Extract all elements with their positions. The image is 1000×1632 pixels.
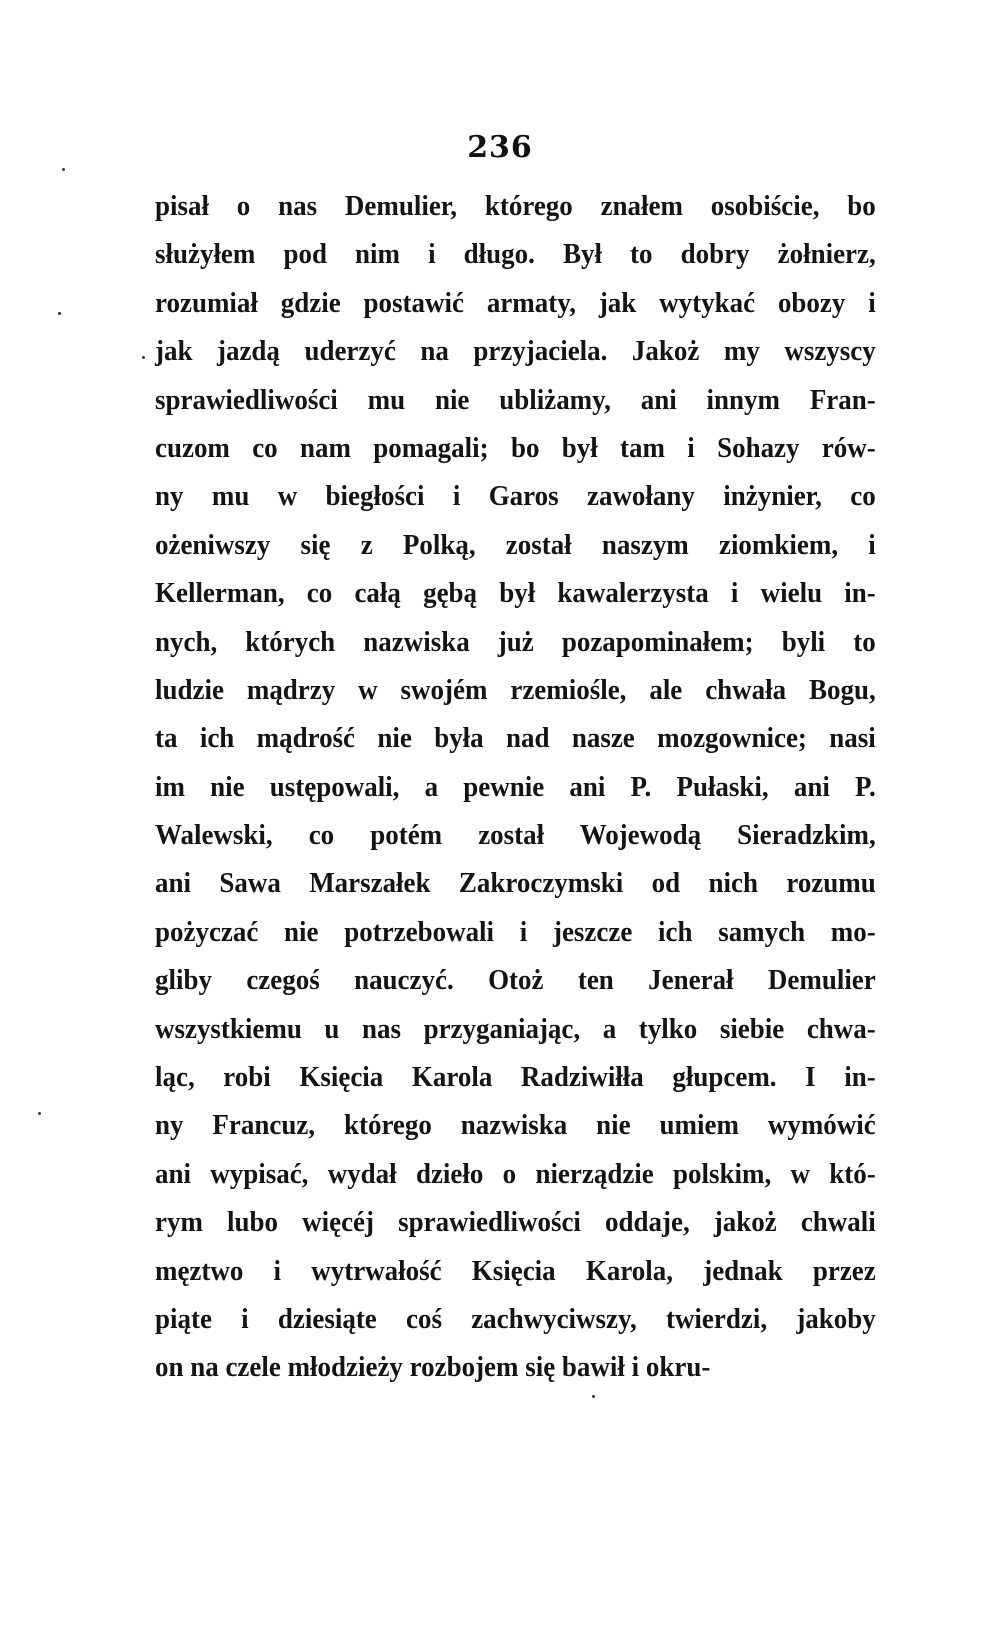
text-line: piąte i dziesiąte coś zachwyciwszy, twierdzi, jakoby xyxy=(155,1302,876,1335)
print-speck xyxy=(142,356,145,359)
text-line: ani wypisać, wydał dzieło o nierządzie polskim, w któ- xyxy=(155,1157,876,1190)
print-speck xyxy=(58,312,61,315)
text-line: ludzie mądrzy w swojém rzemiośle, ale chwała Bogu, xyxy=(155,673,876,706)
text-line: jak jazdą uderzyć na przyjaciela. Jakoż my wszyscy xyxy=(155,335,876,368)
text-line: Kellerman, co całą gębą był kawalerzysta i wielu in- xyxy=(155,577,876,610)
text-line: męztwo i wytrwałość Księcia Karola, jednak przez xyxy=(155,1254,876,1287)
text-line: ani Sawa Marszałek Zakroczymski od nich rozumu xyxy=(155,867,876,900)
text-line: cuzom co nam pomagali; bo był tam i Sohazy rów- xyxy=(155,431,876,464)
text-line: pożyczać nie potrzebowali i jeszcze ich samych mo- xyxy=(155,915,876,948)
text-line: ny Francuz, którego nazwiska nie umiem wymówić xyxy=(155,1109,876,1142)
print-speck xyxy=(38,1112,41,1115)
text-line: ląc, robi Księcia Karola Radziwiłła głupcem. I in- xyxy=(155,1061,876,1094)
text-line: ożeniwszy się z Polką, został naszym ziomkiem, i xyxy=(155,528,876,561)
text-line: wszystkiemu u nas przyganiając, a tylko siebie chwa- xyxy=(155,1012,876,1045)
text-line: rym lubo więcéj sprawiedliwości oddaje, jakoż chwali xyxy=(155,1206,876,1239)
text-line: służyłem pod nim i długo. Był to dobry żołnierz, xyxy=(155,238,876,271)
text-line: ny mu w biegłości i Garos zawołany inżynier, co xyxy=(155,480,876,513)
body-text xyxy=(155,182,875,1392)
text-line: on na czele młodzieży rozbojem się bawił i okru- xyxy=(155,1351,711,1384)
text-line: pisał o nas Demulier, którego znałem osobiście, bo xyxy=(155,190,876,222)
page-number: 236 xyxy=(467,130,533,165)
print-speck xyxy=(62,168,65,171)
text-line: ta ich mądrość nie była nad nasze mozgownice; nasi xyxy=(155,722,876,755)
text-line: rozumiał gdzie postawić armaty, jak wytykać obozy i xyxy=(155,286,876,319)
text-line: nych, których nazwiska już pozapominałem; byli to xyxy=(155,625,876,658)
text-line: Walewski, co potém został Wojewodą Sieradzkim, xyxy=(155,819,876,852)
print-speck xyxy=(592,1395,595,1398)
text-line: gliby czegoś nauczyć. Otoż ten Jenerał Demulier xyxy=(155,964,876,997)
text-line: im nie ustępowali, a pewnie ani P. Pułaski, ani P. xyxy=(155,770,876,803)
text-line: sprawiedliwości mu nie ubliżamy, ani innym Fran- xyxy=(155,383,876,416)
